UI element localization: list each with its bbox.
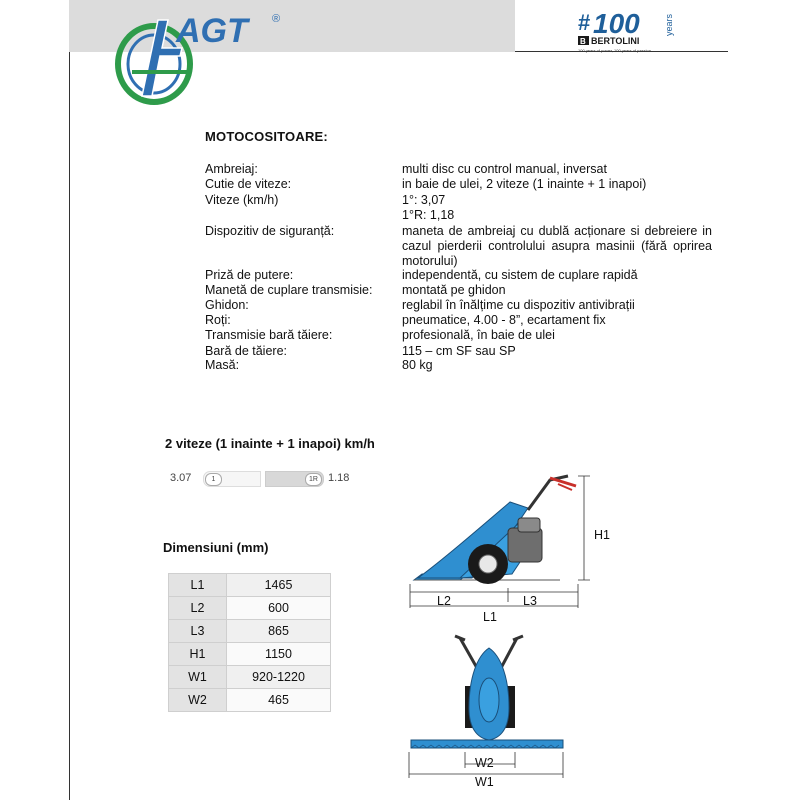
dim-label-l1: L1 <box>483 610 497 624</box>
spec-value: multi disc cu control manual, inversat <box>402 162 607 176</box>
gear-forward-value: 3.07 <box>170 472 192 484</box>
gear-forward-chip: 1 <box>205 473 222 486</box>
badge-number: 100 <box>593 8 640 39</box>
spec-value: pneumatice, 4.00 - 8”, ecartament fix <box>402 313 606 327</box>
spec-value: in baie de ulei, 2 viteze (1 inainte + 1 inapoi) <box>402 177 647 191</box>
document-title: MOTOCOSITOARE: <box>205 129 328 144</box>
dimension-key: H1 <box>169 643 227 666</box>
dim-label-w2: W2 <box>475 756 494 770</box>
spec-value: independentă, cu sistem de cuplare rapidă <box>402 268 638 282</box>
page-left-rule <box>69 0 70 800</box>
dimension-value: 1150 <box>227 643 331 666</box>
agt-registered-mark: ® <box>272 13 281 25</box>
dimension-key: W1 <box>169 666 227 689</box>
spec-label: Cutie de viteze: <box>205 177 292 191</box>
table-row <box>169 574 331 597</box>
spec-value: 1°: 3,07 <box>402 193 446 207</box>
spec-label: Priză de putere: <box>205 268 294 282</box>
spec-value: 1°R: 1,18 <box>402 208 455 222</box>
spec-label: Ghidon: <box>205 298 249 312</box>
table-row <box>169 689 331 712</box>
dimension-key: L2 <box>169 597 227 620</box>
spec-label: Roți: <box>205 313 231 327</box>
table-row <box>169 597 331 620</box>
dimension-key: L3 <box>169 620 227 643</box>
gears-title: 2 viteze (1 inainte + 1 inapoi) km/h <box>165 436 375 451</box>
gear-reverse-bar <box>265 471 324 487</box>
dim-label-l3: L3 <box>523 594 537 608</box>
gear-reverse-value: 1.18 <box>328 472 350 484</box>
bertolini-100-years-logo <box>560 2 680 54</box>
dim-label-h1: H1 <box>594 528 610 542</box>
gear-reverse-chip: 1R <box>305 473 322 486</box>
spec-label: Ambreiaj: <box>205 162 258 176</box>
dimension-value: 1465 <box>227 574 331 597</box>
table-row <box>169 666 331 689</box>
spec-label: Manetă de cuplare transmisie: <box>205 283 373 297</box>
badge-brand: BERTOLINI <box>591 36 640 46</box>
spec-label: Transmisie bară tăiere: <box>205 328 333 342</box>
spec-value: reglabil în înălțime cu dispozitiv antivibrații <box>402 298 635 312</box>
spec-label: Viteze (km/h) <box>205 193 279 207</box>
table-row <box>169 643 331 666</box>
dimension-value: 465 <box>227 689 331 712</box>
agt-logo <box>112 8 302 106</box>
dim-label-l2: L2 <box>437 594 451 608</box>
spec-value: maneta de ambreiaj cu dublă acționare si debreiere in cazul pierderii controlului asupra masinii (fără oprirea motorului) <box>402 224 712 268</box>
dimension-value: 920-1220 <box>227 666 331 689</box>
dimension-value: 865 <box>227 620 331 643</box>
dimensions-table <box>168 573 331 712</box>
gear-forward-bar <box>203 471 261 487</box>
dimension-value: 600 <box>227 597 331 620</box>
spec-value: montată pe ghidon <box>402 283 506 297</box>
spec-label: Masă: <box>205 358 240 372</box>
spec-label: Bară de tăiere: <box>205 344 287 358</box>
badge-brand-initial: B <box>580 37 586 46</box>
badge-years: years <box>664 13 674 36</box>
badge-tagline: 100 years of power, 100 years of passion <box>578 48 651 53</box>
badge-hash: # <box>578 10 591 35</box>
side-view-drawing <box>400 462 615 622</box>
spec-value: profesională, în baie de ulei <box>402 328 555 342</box>
dimension-key: L1 <box>169 574 227 597</box>
dim-label-w1: W1 <box>475 775 494 789</box>
dimensions-title: Dimensiuni (mm) <box>163 540 269 555</box>
dimension-key: W2 <box>169 689 227 712</box>
table-row <box>169 620 331 643</box>
spec-value: 115 – cm SF sau SP <box>402 344 516 358</box>
spec-value: 80 kg <box>402 358 433 372</box>
spec-label: Dispozitiv de siguranță: <box>205 224 335 238</box>
agt-logo-text: AGT <box>176 12 248 50</box>
